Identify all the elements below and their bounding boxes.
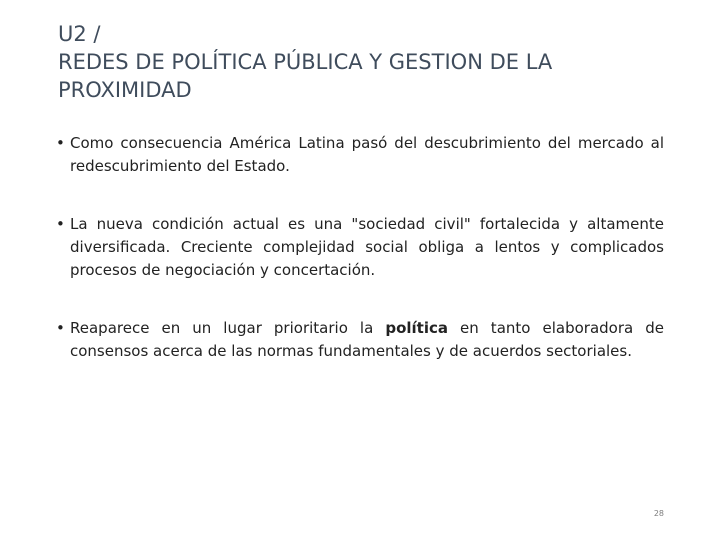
bullet-item-1 xyxy=(52,132,664,178)
bullet-item-2 xyxy=(52,213,664,282)
bullet-text-3-before: Reaparece en un lugar prioritario la xyxy=(70,319,386,337)
bullet-marker-2: • xyxy=(56,215,65,233)
title-line-2: REDES DE POLÍTICA PÚBLICA Y GESTION DE LA xyxy=(58,50,553,74)
bullet-text-3-emphasis: política xyxy=(385,319,448,337)
bullet-marker-3: • xyxy=(56,319,65,337)
bullet-text-1: Como consecuencia América Latina pasó del descubrimiento del mercado al redescubrimiento del Estado. xyxy=(70,134,664,175)
bullet-text-3-after: en tanto elaboradora de consensos acerca de las normas fundamentales y de acuerdos sectoriales. xyxy=(70,319,664,360)
title-line-1: U2 / xyxy=(58,22,101,46)
bullet-list xyxy=(52,132,664,363)
slide-title xyxy=(58,20,698,104)
bullet-item-3 xyxy=(52,317,664,363)
bullet-text-3 xyxy=(70,319,664,360)
page-number: 28 xyxy=(653,509,664,518)
title-line-3: PROXIMIDAD xyxy=(58,78,192,102)
bullet-marker-1: • xyxy=(56,134,65,152)
bullet-text-2: La nueva condición actual es una "sociedad civil" fortalecida y altamente diversificada. Creciente complejidad social obliga a lentos y complicados procesos de negociación y concertación. xyxy=(70,215,664,279)
